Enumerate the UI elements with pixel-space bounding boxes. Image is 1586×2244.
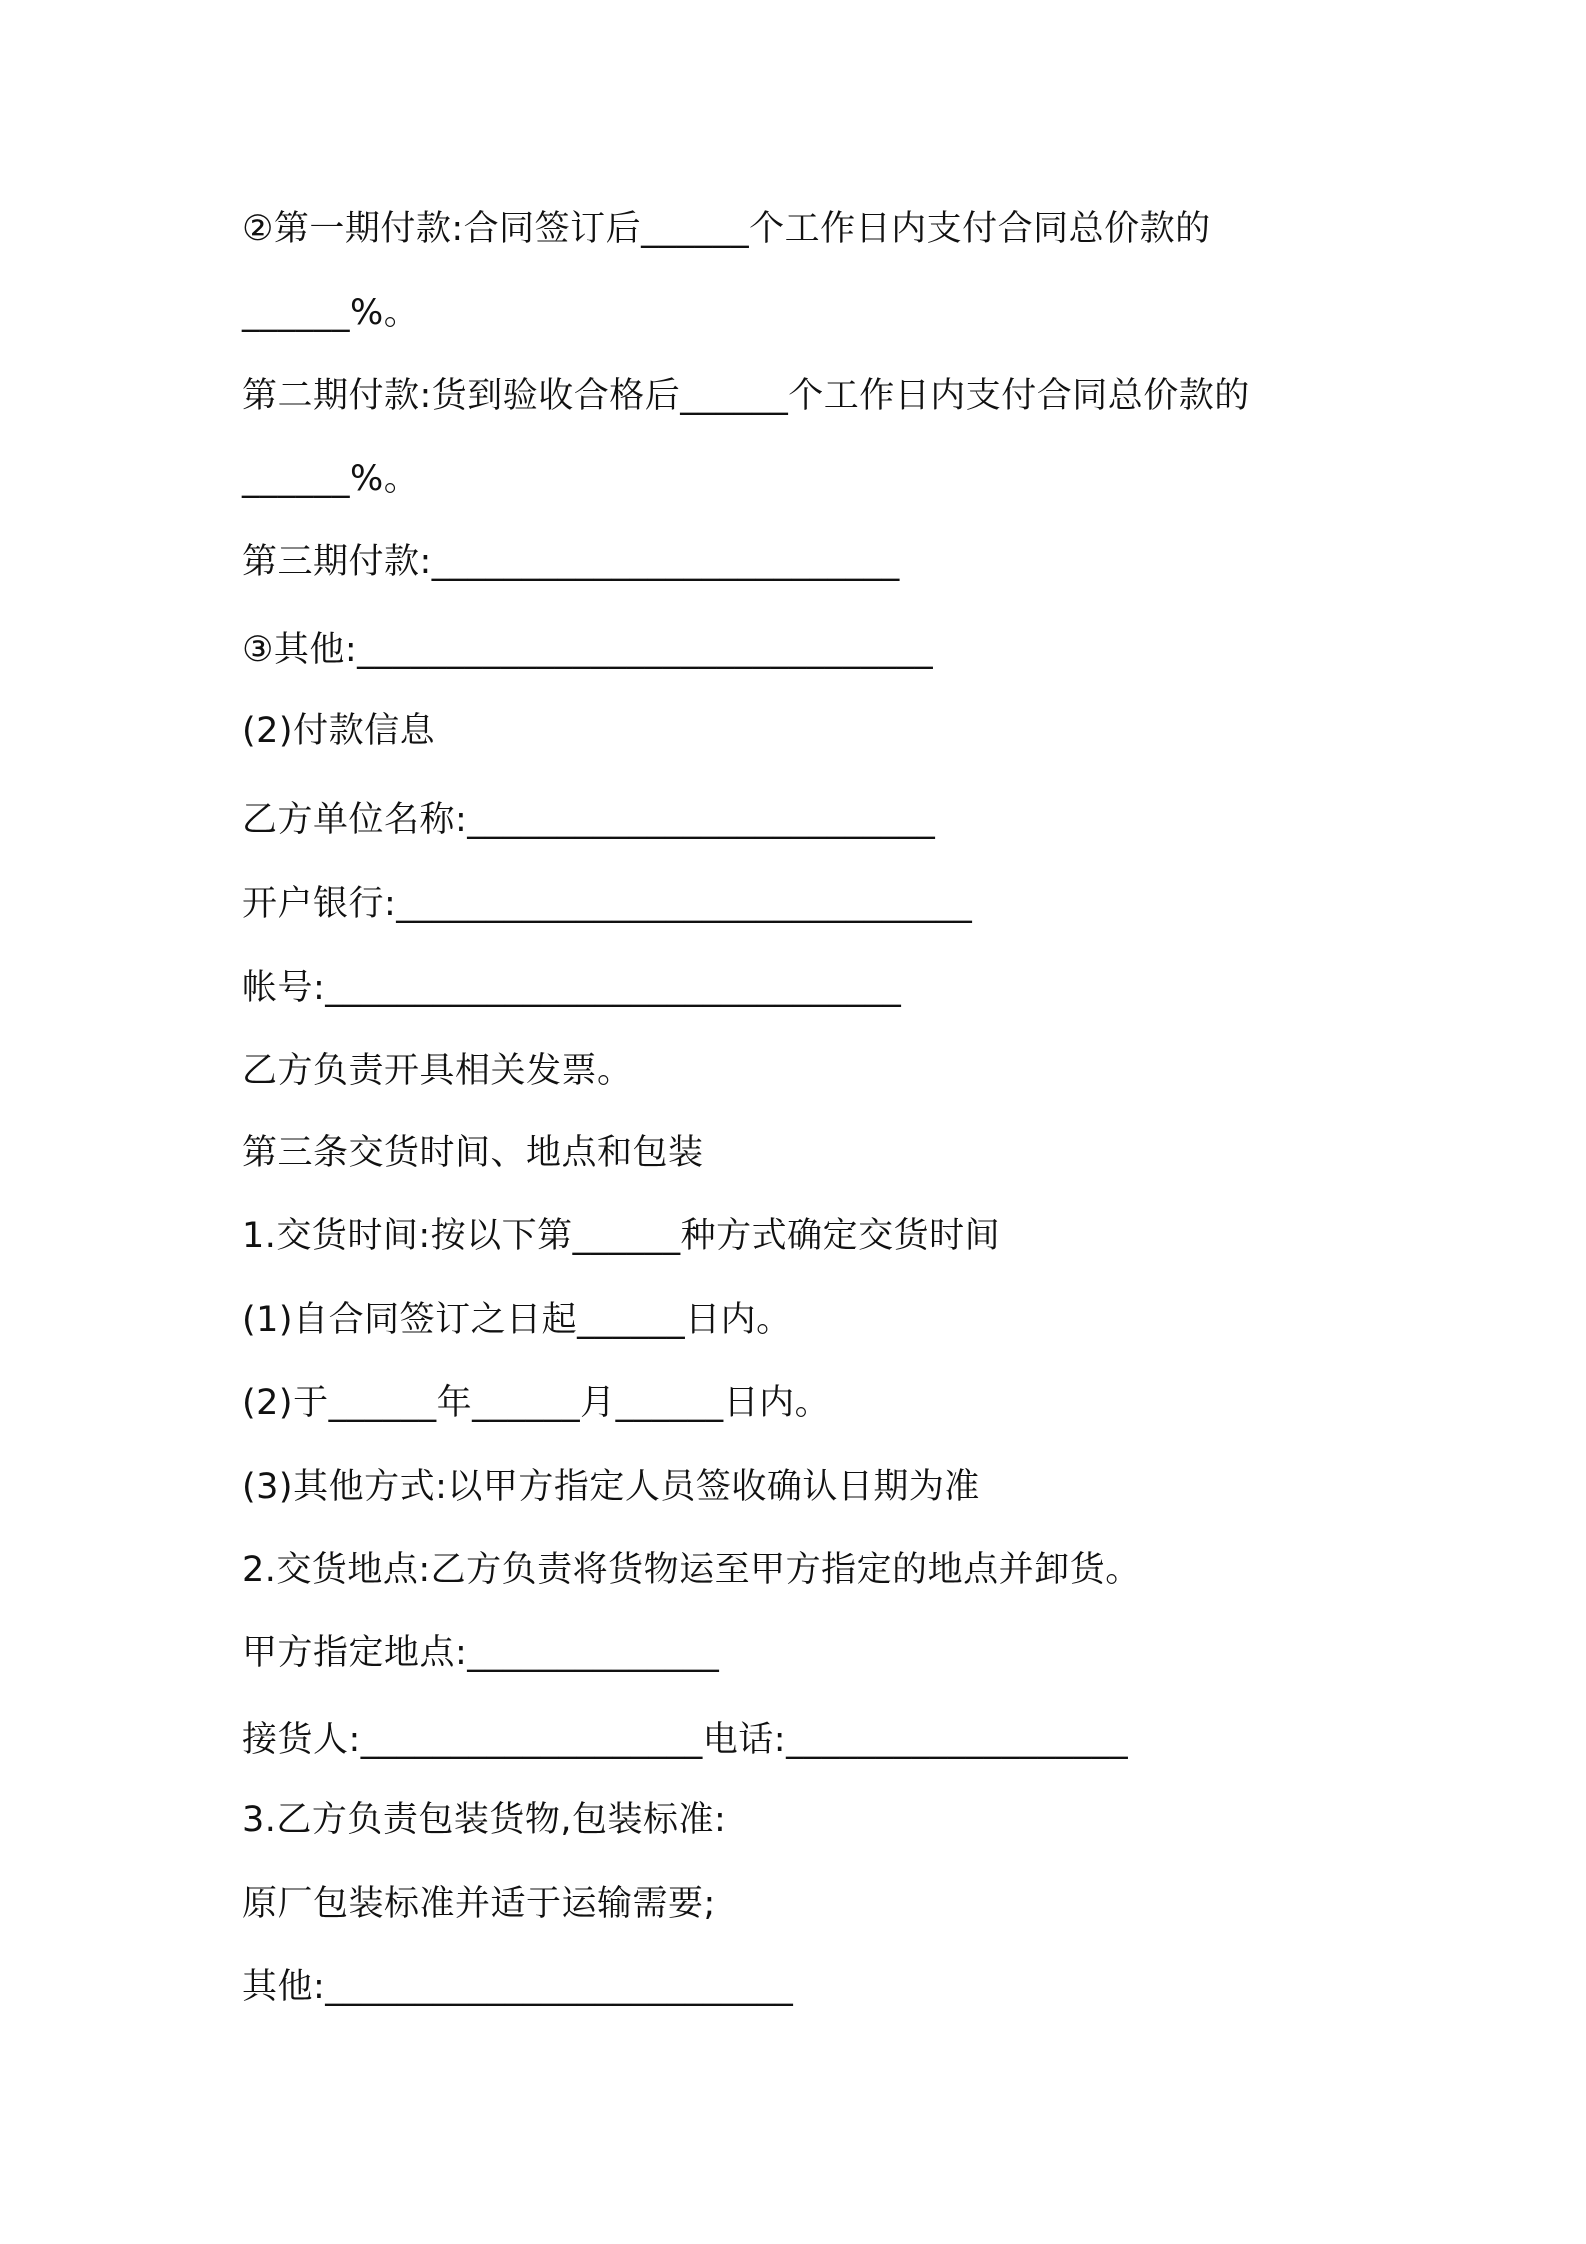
packaging-heading: 3.乙方负责包装货物,包装标准: <box>242 1800 727 1840</box>
payment-first-installment-percent: ______%。 <box>242 293 420 333</box>
delivery-option-3: (3)其他方式:以甲方指定人员签收确认日期为准 <box>242 1467 980 1507</box>
packaging-standard: 原厂包装标准并适于运输需要; <box>242 1884 716 1924</box>
invoice-statement: 乙方负责开具相关发票。 <box>242 1051 633 1091</box>
packaging-other: 其他:__________________________ <box>242 1967 794 2007</box>
payment-info-heading: (2)付款信息 <box>242 711 436 751</box>
payment-second-installment: 第二期付款:货到验收合格后______个工作日内支付合同总价款的 <box>242 376 1250 416</box>
bank-name: 开户银行:________________________________ <box>242 884 973 924</box>
delivery-option-1: (1)自合同签订之日起______日内。 <box>242 1300 792 1340</box>
payment-second-installment-percent: ______%。 <box>242 459 420 499</box>
payment-first-installment: ②第一期付款:合同签订后______个工作日内支付合同总价款的 <box>242 209 1211 249</box>
delivery-location: 2.交货地点:乙方负责将货物运至甲方指定的地点并卸货。 <box>242 1550 1141 1590</box>
party-b-company-name: 乙方单位名称:__________________________ <box>242 800 936 840</box>
payment-other: ③其他:________________________________ <box>242 630 934 670</box>
article-3-heading: 第三条交货时间、地点和包装 <box>242 1133 704 1173</box>
account-number: 帐号:________________________________ <box>242 968 902 1008</box>
delivery-option-2: (2)于______年______月______日内。 <box>242 1383 831 1423</box>
delivery-time: 1.交货时间:按以下第______种方式确定交货时间 <box>242 1216 1001 1256</box>
receiver-and-phone: 接货人:___________________电话:___________________ <box>242 1720 1129 1760</box>
payment-third-installment: 第三期付款:__________________________ <box>242 542 900 582</box>
designated-location: 甲方指定地点:______________ <box>242 1633 720 1673</box>
